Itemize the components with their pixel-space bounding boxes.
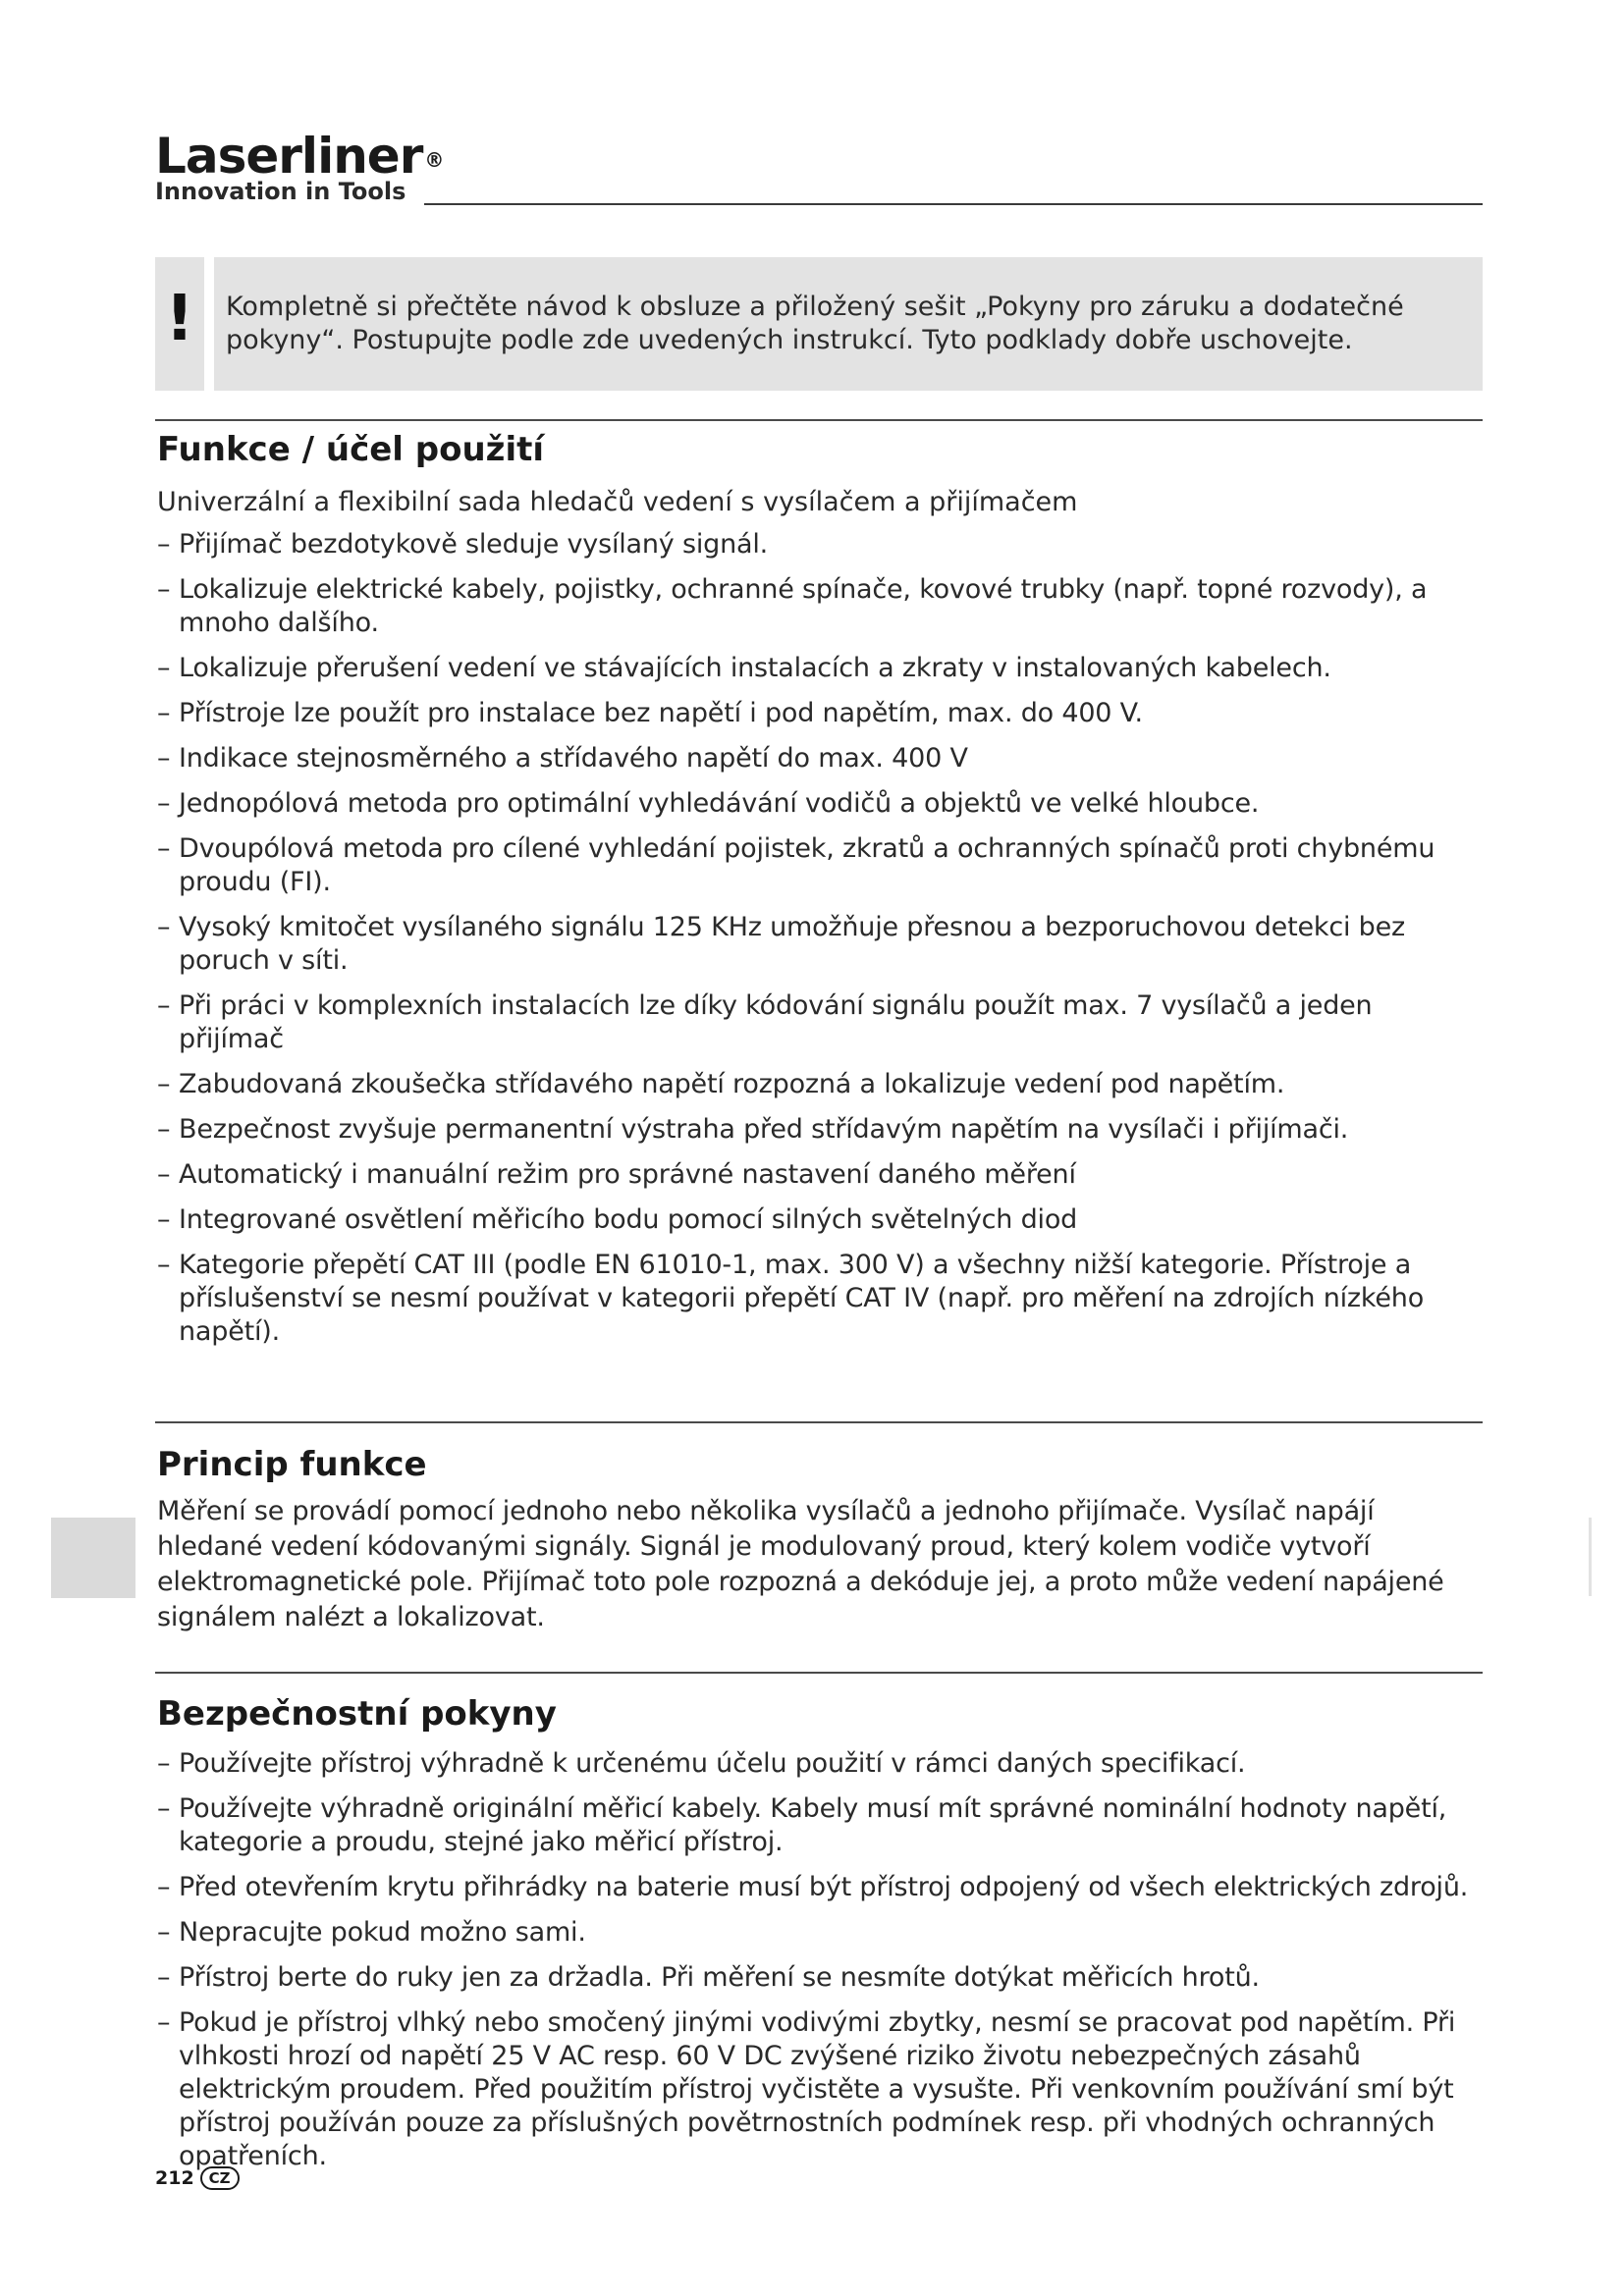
page-number: 212: [155, 2167, 194, 2189]
list-item: [157, 742, 1483, 775]
exclamation-icon: !: [165, 283, 194, 355]
list-item-text: Zabudovaná zkoušečka střídavého napětí rozpozná a lokalizuje vedení pod napětím.: [179, 1069, 1285, 1099]
list-item: [157, 1747, 1483, 1781]
list-item-text: Jednopólová metoda pro optimální vyhledávání vodičů a objektů ve velké hloubce.: [179, 788, 1260, 819]
section-divider: [155, 1672, 1483, 1674]
bullet-dash: –: [157, 788, 171, 819]
list-item: [157, 1916, 1483, 1949]
logo-wordmark: [155, 130, 443, 183]
page-footer: [155, 2166, 240, 2190]
bullet-dash: –: [157, 1114, 171, 1145]
header-divider: [424, 203, 1483, 205]
bullet-dash: –: [157, 2007, 171, 2038]
brand-logo: [155, 130, 443, 204]
list-item: [157, 697, 1483, 730]
list-item-text: Lokalizuje elektrické kabely, pojistky, ochranné spínače, kovové trubky (např. topné rozvody), a mnoho dalšího.: [179, 574, 1428, 638]
list-item: [157, 1203, 1483, 1237]
list-item-text: Integrované osvětlení měřicího bodu pomocí silných světelných diod: [179, 1204, 1078, 1235]
bullet-dash: –: [157, 912, 171, 942]
list-item: [157, 832, 1483, 899]
list-item-text: Přijímač bezdotykově sleduje vysílaný signál.: [179, 529, 769, 560]
list-item-text: Před otevřením krytu přihrádky na baterie musí být přístroj odpojený od všech elektrických zdrojů.: [179, 1872, 1469, 1902]
list-item-text: Kategorie přepětí CAT III (podle EN 61010-1, max. 300 V) a všechny nižší kategorie. Přístroje a příslušenství se nesmí používat v kategorii přepětí CAT IV (např. pro měření na zdrojích nízkého napětí).: [179, 1250, 1425, 1347]
list-item-text: Nepracujte pokud možno sami.: [179, 1917, 586, 1948]
list-item-text: Přístroj berte do ruky jen za držadla. Při měření se nesmíte dotýkat měřicích hrotů.: [179, 1962, 1260, 1993]
list-item-text: Při práci v komplexních instalacích lze díky kódování signálu použít max. 7 vysílačů a jeden přijímač: [179, 990, 1373, 1054]
bullet-dash: –: [157, 1748, 171, 1779]
bullet-dash: –: [157, 1872, 171, 1902]
list-item: [157, 1113, 1483, 1147]
list-item: [157, 652, 1483, 685]
list-item-text: Indikace stejnosměrného a střídavého napětí do max. 400 V: [179, 743, 968, 774]
bullet-dash: –: [157, 1159, 171, 1190]
funkce-intro: Univerzální a flexibilní sada hledačů vedení s vysílačem a přijímačem: [157, 487, 1078, 517]
list-item: [157, 1068, 1483, 1101]
list-item-text: Pokud je přístroj vlhký nebo smočený jinými vodivými zbytky, nesmí se pracovat pod napětím. Při vlhkosti hrozí od napětí 25 V AC resp. 60 V DC zvýšené riziko životu nebezpečných zásahů elektrickým proudem. Před použitím přístroj vyčistěte a vysušte. Při venkovním používání smí být přístroj používán pouze za příslušných povětrnostních podmínek resp. při vhodných ochranných opatřeních.: [179, 2007, 1456, 2171]
funkce-list: [157, 528, 1483, 1361]
princip-text: Měření se provádí pomocí jednoho nebo několika vysílačů a jednoho přijímače. Vysílač napájí hledané vedení kódovanými signály. Signál je modulovaný proud, který kolem vodiče vytvoří elektromagnetické pole. Přijímač toto pole rozpozná a dekóduje jej, a proto může vedení napájené signálem nalézt a lokalizovat.: [157, 1496, 1444, 1632]
section-title-funkce: Funkce / účel použití: [157, 430, 545, 469]
bullet-dash: –: [157, 990, 171, 1021]
list-item-text: Automatický i manuální režim pro správné nastavení daného měření: [179, 1159, 1076, 1190]
bullet-dash: –: [157, 743, 171, 774]
list-item-text: Vysoký kmitočet vysílaného signálu 125 KHz umožňuje přesnou a bezporuchovou detekci bez poruch v síti.: [179, 912, 1405, 976]
registered-mark: ®: [424, 148, 444, 172]
bezpecnost-list: [157, 1747, 1483, 2185]
bullet-dash: –: [157, 1793, 171, 1824]
bullet-dash: –: [157, 1069, 171, 1099]
list-item: [157, 2006, 1483, 2173]
bullet-dash: –: [157, 1250, 171, 1280]
section-title-bezpecnost: Bezpečnostní pokyny: [157, 1694, 557, 1734]
list-item: [157, 573, 1483, 640]
list-item: [157, 1792, 1483, 1859]
bullet-dash: –: [157, 574, 171, 605]
language-side-tab: [51, 1518, 135, 1598]
section-title-princip: Princip funkce: [157, 1445, 427, 1484]
logo-brand-text: Laserliner: [155, 128, 423, 185]
bullet-dash: –: [157, 698, 171, 728]
section-divider: [155, 1421, 1483, 1423]
bullet-dash: –: [157, 1917, 171, 1948]
notice-text: Kompletně si přečtěte návod k obsluze a přiložený sešit „Pokyny pro záruku a dodatečné pokyny“. Postupujte podle zde uvedených instrukcí. Tyto podklady dobře uschovejte.: [226, 292, 1404, 355]
list-item: [157, 1871, 1483, 1904]
logo-tagline: Innovation in Tools: [155, 178, 406, 205]
list-item-text: Přístroje lze použít pro instalace bez napětí i pod napětím, max. do 400 V.: [179, 698, 1143, 728]
bullet-dash: –: [157, 833, 171, 864]
section-divider: [155, 419, 1483, 421]
list-item: [157, 787, 1483, 821]
list-item: [157, 1249, 1483, 1349]
bullet-dash: –: [157, 1204, 171, 1235]
list-item-text: Používejte přístroj výhradně k určenému účelu použití v rámci daných specifikací.: [179, 1748, 1246, 1779]
list-item: [157, 1961, 1483, 1995]
bullet-dash: –: [157, 653, 171, 683]
list-item: [157, 528, 1483, 561]
list-item: [157, 911, 1483, 978]
edge-marker: [1589, 1518, 1592, 1596]
list-item-text: Bezpečnost zvyšuje permanentní výstraha před střídavým napětím na vysílači i přijímači.: [179, 1114, 1349, 1145]
list-item-text: Dvoupólová metoda pro cílené vyhledání pojistek, zkratů a ochranných spínačů proti chybnému proudu (FI).: [179, 833, 1435, 897]
language-badge: CZ: [200, 2166, 240, 2190]
bullet-dash: –: [157, 529, 171, 560]
list-item-text: Lokalizuje přerušení vedení ve stávajících instalacích a zkraty v instalovaných kabelech.: [179, 653, 1331, 683]
list-item: [157, 1158, 1483, 1192]
list-item: [157, 989, 1483, 1056]
list-item-text: Používejte výhradně originální měřicí kabely. Kabely musí mít správné nominální hodnoty napětí, kategorie a proudu, stejné jako měřicí přístroj.: [179, 1793, 1447, 1857]
bullet-dash: –: [157, 1962, 171, 1993]
